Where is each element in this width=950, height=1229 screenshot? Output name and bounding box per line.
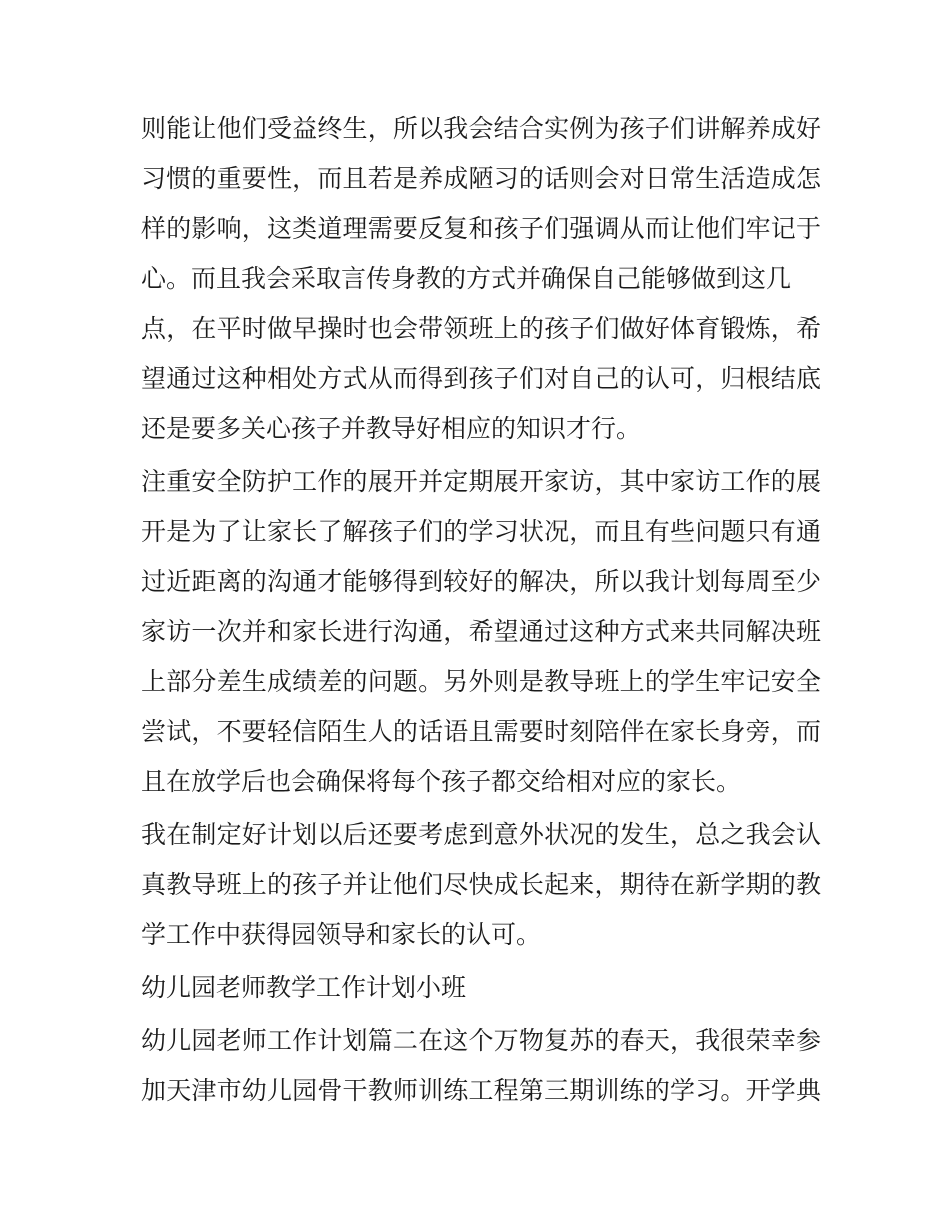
text-line: 习惯的重要性，而且若是养成陋习的话则会对日常生活造成怎 — [141, 164, 821, 193]
text-line: 尝试，不要轻信陌生人的话语且需要时刻陪伴在家长身旁，而 — [141, 717, 821, 746]
text-line: 过近距离的沟通才能够得到较好的解决，所以我计划每周至少 — [141, 567, 821, 596]
text-line: 学工作中获得园领导和家长的认可。 — [141, 920, 542, 949]
text-line: 真教导班上的孩子并让他们尽快成长起来，期待在新学期的教 — [141, 870, 821, 899]
text-line: 家访一次并和家长进行沟通，希望通过这种方式来共同解决班 — [141, 617, 821, 646]
text-line: 点，在平时做早操时也会带领班上的孩子们做好体育锻炼，希 — [141, 314, 821, 343]
text-line: 望通过这种相处方式从而得到孩子们对自己的认可，归根结底 — [141, 364, 821, 393]
text-line: 还是要多关心孩子并教导好相应的知识才行。 — [141, 414, 642, 443]
text-line: 样的影响，这类道理需要反复和孩子们强调从而让他们牢记于 — [141, 214, 821, 243]
text-line: 心。而且我会采取言传身教的方式并确保自己能够做到这几 — [141, 264, 792, 293]
text-line: 开是为了让家长了解孩子们的学习状况，而且有些问题只有通 — [141, 517, 821, 546]
section-heading: 幼儿园老师教学工作计划小班 — [141, 973, 467, 1002]
text-line: 我在制定好计划以后还要考虑到意外状况的发生，总之我会认 — [141, 820, 821, 849]
text-line: 则能让他们受益终生，所以我会结合实例为孩子们讲解养成好 — [141, 114, 821, 143]
text-line: 注重安全防护工作的展开并定期展开家访，其中家访工作的展 — [141, 467, 821, 496]
text-line: 加天津市幼儿园骨干教师训练工程第三期训练的学习。开学典 — [141, 1076, 821, 1105]
text-line: 幼儿园老师工作计划篇二在这个万物复苏的春天，我很荣幸参 — [141, 1026, 821, 1055]
text-line: 且在放学后也会确保将每个孩子都交给相对应的家长。 — [141, 767, 742, 796]
text-line: 上部分差生成绩差的问题。另外则是教导班上的学生牢记安全 — [141, 667, 821, 696]
